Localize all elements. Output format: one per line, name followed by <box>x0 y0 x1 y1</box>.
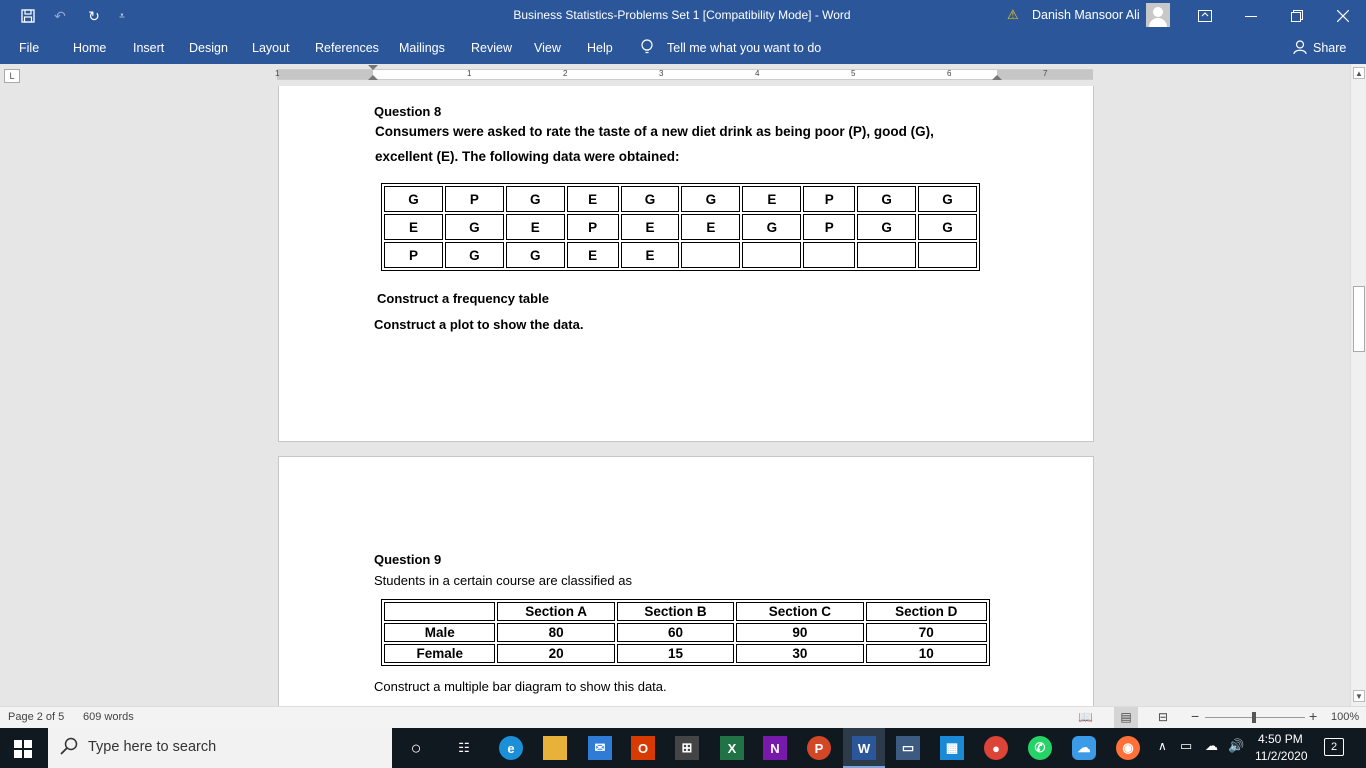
windows-start-icon[interactable] <box>14 740 32 761</box>
volume-icon[interactable]: 🔊 <box>1228 738 1245 753</box>
tell-me-search[interactable]: Tell me what you want to do <box>667 41 822 55</box>
user-name[interactable]: Danish Mansoor Ali <box>1032 8 1140 22</box>
onedrive-status-icon[interactable]: ☁ <box>1205 738 1218 753</box>
table-row <box>384 186 977 212</box>
whatsapp-icon[interactable]: ✆ <box>1028 736 1052 760</box>
ruler-row <box>0 64 1366 86</box>
table-cell: 10 <box>866 644 987 663</box>
vertical-scrollbar[interactable] <box>1350 64 1366 706</box>
table-header-cell: Section C <box>736 602 863 621</box>
status-bar <box>0 706 1366 728</box>
office-icon[interactable]: O <box>631 736 655 760</box>
ruler-number: 3 <box>659 69 664 78</box>
share-icon[interactable] <box>1293 40 1307 57</box>
task-multiple-bar: Construct a multiple bar diagram to show this data. <box>374 679 667 694</box>
laptop-app-icon[interactable]: ▭ <box>896 736 920 760</box>
onedrive-icon[interactable]: ☁ <box>1072 736 1096 760</box>
powerpoint-icon[interactable]: P <box>807 736 831 760</box>
mail-icon[interactable]: ✉ <box>588 736 612 760</box>
print-layout-icon[interactable]: ▤ <box>1114 707 1138 728</box>
tab-selector-icon[interactable]: L <box>4 69 20 83</box>
table-cell: 60 <box>617 623 734 642</box>
table-cell <box>681 242 740 268</box>
clock-date[interactable]: 11/2/2020 <box>1255 749 1308 763</box>
tab-view[interactable]: View <box>534 41 561 55</box>
close-button[interactable] <box>1320 0 1366 32</box>
excel-icon[interactable]: X <box>720 736 744 760</box>
undo-icon[interactable]: ↶ <box>54 7 66 24</box>
network-icon[interactable]: ▭ <box>1180 738 1193 753</box>
table-cell: G <box>506 242 565 268</box>
table-cell: Male <box>384 623 495 642</box>
table-cell: G <box>506 186 565 212</box>
edge-icon[interactable]: e <box>499 736 523 760</box>
zoom-out-icon[interactable]: − <box>1191 708 1200 724</box>
search-placeholder: Type here to search <box>88 739 217 755</box>
page-2-part[interactable] <box>278 86 1094 442</box>
table-cell: E <box>506 214 565 240</box>
horizontal-ruler[interactable] <box>277 69 1093 80</box>
title-bar <box>0 0 1366 32</box>
tab-file[interactable]: File <box>19 41 40 55</box>
tab-references[interactable]: References <box>315 41 379 55</box>
tab-home[interactable]: Home <box>73 41 107 55</box>
table-cell: G <box>918 186 977 212</box>
table-row <box>384 214 977 240</box>
sections-table <box>381 599 990 666</box>
ruler-number: 1 <box>467 69 472 78</box>
table-cell: G <box>445 242 504 268</box>
table-header-row <box>384 602 987 621</box>
table-cell: E <box>567 242 619 268</box>
question-8-line-2: excellent (E). The following data were obtained: <box>375 149 680 164</box>
ruler-number: 6 <box>947 69 952 78</box>
page-3-part[interactable] <box>278 456 1094 706</box>
task-frequency-table: Construct a frequency table <box>377 291 549 306</box>
window-title: Business Statistics-Problems Set 1 [Compatibility Mode] - Word <box>513 8 851 22</box>
table-cell: G <box>857 186 916 212</box>
avatar[interactable] <box>1146 3 1170 27</box>
share-button[interactable]: Share <box>1313 41 1347 55</box>
question-9-intro: Students in a certain course are classified as <box>374 573 632 588</box>
save-icon[interactable] <box>18 6 38 26</box>
table-cell <box>742 242 801 268</box>
hanging-indent-marker[interactable] <box>368 75 378 80</box>
customize-quick-access-icon[interactable]: ⩡ <box>119 10 125 22</box>
table-cell: G <box>681 186 740 212</box>
taskbar <box>0 728 1366 768</box>
table-header-cell: Section A <box>497 602 614 621</box>
task-plot: Construct a plot to show the data. <box>374 317 584 332</box>
minimize-button[interactable] <box>1228 0 1274 32</box>
word-count[interactable]: 609 words <box>83 711 134 723</box>
table-cell: 70 <box>866 623 987 642</box>
table-cell: 30 <box>736 644 863 663</box>
store-icon[interactable]: ⊞ <box>675 736 699 760</box>
web-layout-icon[interactable]: ⊟ <box>1158 710 1169 724</box>
table-cell: G <box>445 214 504 240</box>
taskbar-search[interactable] <box>48 728 392 768</box>
document-area[interactable] <box>0 86 1350 706</box>
tab-layout[interactable]: Layout <box>252 41 290 55</box>
table-cell: E <box>384 214 443 240</box>
tray-overflow-icon[interactable]: ∧ <box>1158 739 1167 753</box>
table-cell: P <box>803 214 855 240</box>
table-cell: 20 <box>497 644 614 663</box>
file-explorer-icon[interactable] <box>543 736 567 760</box>
table-cell: P <box>445 186 504 212</box>
ribbon-tabs <box>0 32 1366 64</box>
ruler-number: 7 <box>1043 69 1048 78</box>
right-indent-marker[interactable] <box>992 75 1002 80</box>
table-cell: G <box>918 214 977 240</box>
scroll-thumb[interactable] <box>1353 286 1365 352</box>
question-8-title: Question 8 <box>374 104 442 119</box>
onenote-icon[interactable]: N <box>763 736 787 760</box>
firefox-icon[interactable]: ◉ <box>1116 736 1140 760</box>
table-cell: E <box>742 186 801 212</box>
lightbulb-icon[interactable] <box>641 39 653 58</box>
table-cell: P <box>384 242 443 268</box>
table-cell: G <box>857 214 916 240</box>
word-icon[interactable]: W <box>852 736 876 760</box>
table-header-cell: Section D <box>866 602 987 621</box>
table-cell: G <box>621 186 680 212</box>
question-9-title: Question 9 <box>374 552 442 567</box>
chrome-icon[interactable]: ● <box>984 736 1008 760</box>
read-mode-icon[interactable]: 📖 <box>1078 710 1093 724</box>
tab-help[interactable]: Help <box>587 41 613 55</box>
table-cell: E <box>621 242 680 268</box>
table-header-cell: Section B <box>617 602 734 621</box>
table-row <box>384 644 987 663</box>
tab-insert[interactable]: Insert <box>133 41 165 55</box>
ruler-number: 1 <box>275 69 280 78</box>
calculator-icon[interactable]: ▦ <box>940 736 964 760</box>
table-cell: E <box>567 186 619 212</box>
search-icon <box>60 737 78 759</box>
zoom-level[interactable]: 100% <box>1331 711 1360 723</box>
restore-button[interactable] <box>1274 0 1320 32</box>
table-cell: 90 <box>736 623 863 642</box>
zoom-slider-thumb[interactable] <box>1252 712 1256 723</box>
page-count[interactable]: Page 2 of 5 <box>8 711 65 723</box>
ruler-number: 5 <box>851 69 856 78</box>
ribbon-display-options-icon[interactable] <box>1182 0 1228 32</box>
ruler-number: 4 <box>755 69 760 78</box>
scroll-down-icon[interactable]: ▼ <box>1353 690 1365 702</box>
table-cell: E <box>621 214 680 240</box>
table-cell: 80 <box>497 623 614 642</box>
task-view-icon[interactable]: ☷ <box>458 740 470 755</box>
table-cell: G <box>384 186 443 212</box>
cortana-icon[interactable]: ○ <box>410 737 422 758</box>
tab-mailings[interactable]: Mailings <box>399 41 445 55</box>
first-line-indent-marker[interactable] <box>368 65 378 70</box>
table-cell: P <box>803 186 855 212</box>
tab-design[interactable]: Design <box>189 41 228 55</box>
table-cell: P <box>567 214 619 240</box>
clock-time[interactable]: 4:50 PM <box>1258 732 1303 746</box>
ruler-number: 2 <box>563 69 568 78</box>
question-8-line-1: Consumers were asked to rate the taste of a new diet drink as being poor (P), good (G), <box>375 124 934 139</box>
table-row <box>384 623 987 642</box>
left-margin <box>277 70 373 79</box>
table-cell: E <box>681 214 740 240</box>
warning-icon[interactable]: ⚠ <box>1007 7 1019 22</box>
redo-icon[interactable]: ↻ <box>88 7 100 24</box>
table-cell <box>803 242 855 268</box>
zoom-in-icon[interactable]: + <box>1309 708 1318 724</box>
table-cell: Female <box>384 644 495 663</box>
table-cell: G <box>742 214 801 240</box>
table-cell <box>918 242 977 268</box>
tab-review[interactable]: Review <box>471 41 512 55</box>
table-cell <box>857 242 916 268</box>
notification-badge[interactable]: 2 <box>1324 738 1344 756</box>
table-header-cell <box>384 602 495 621</box>
table-row <box>384 242 977 268</box>
ratings-table <box>381 183 980 271</box>
table-cell: 15 <box>617 644 734 663</box>
scroll-up-icon[interactable]: ▲ <box>1353 67 1365 79</box>
